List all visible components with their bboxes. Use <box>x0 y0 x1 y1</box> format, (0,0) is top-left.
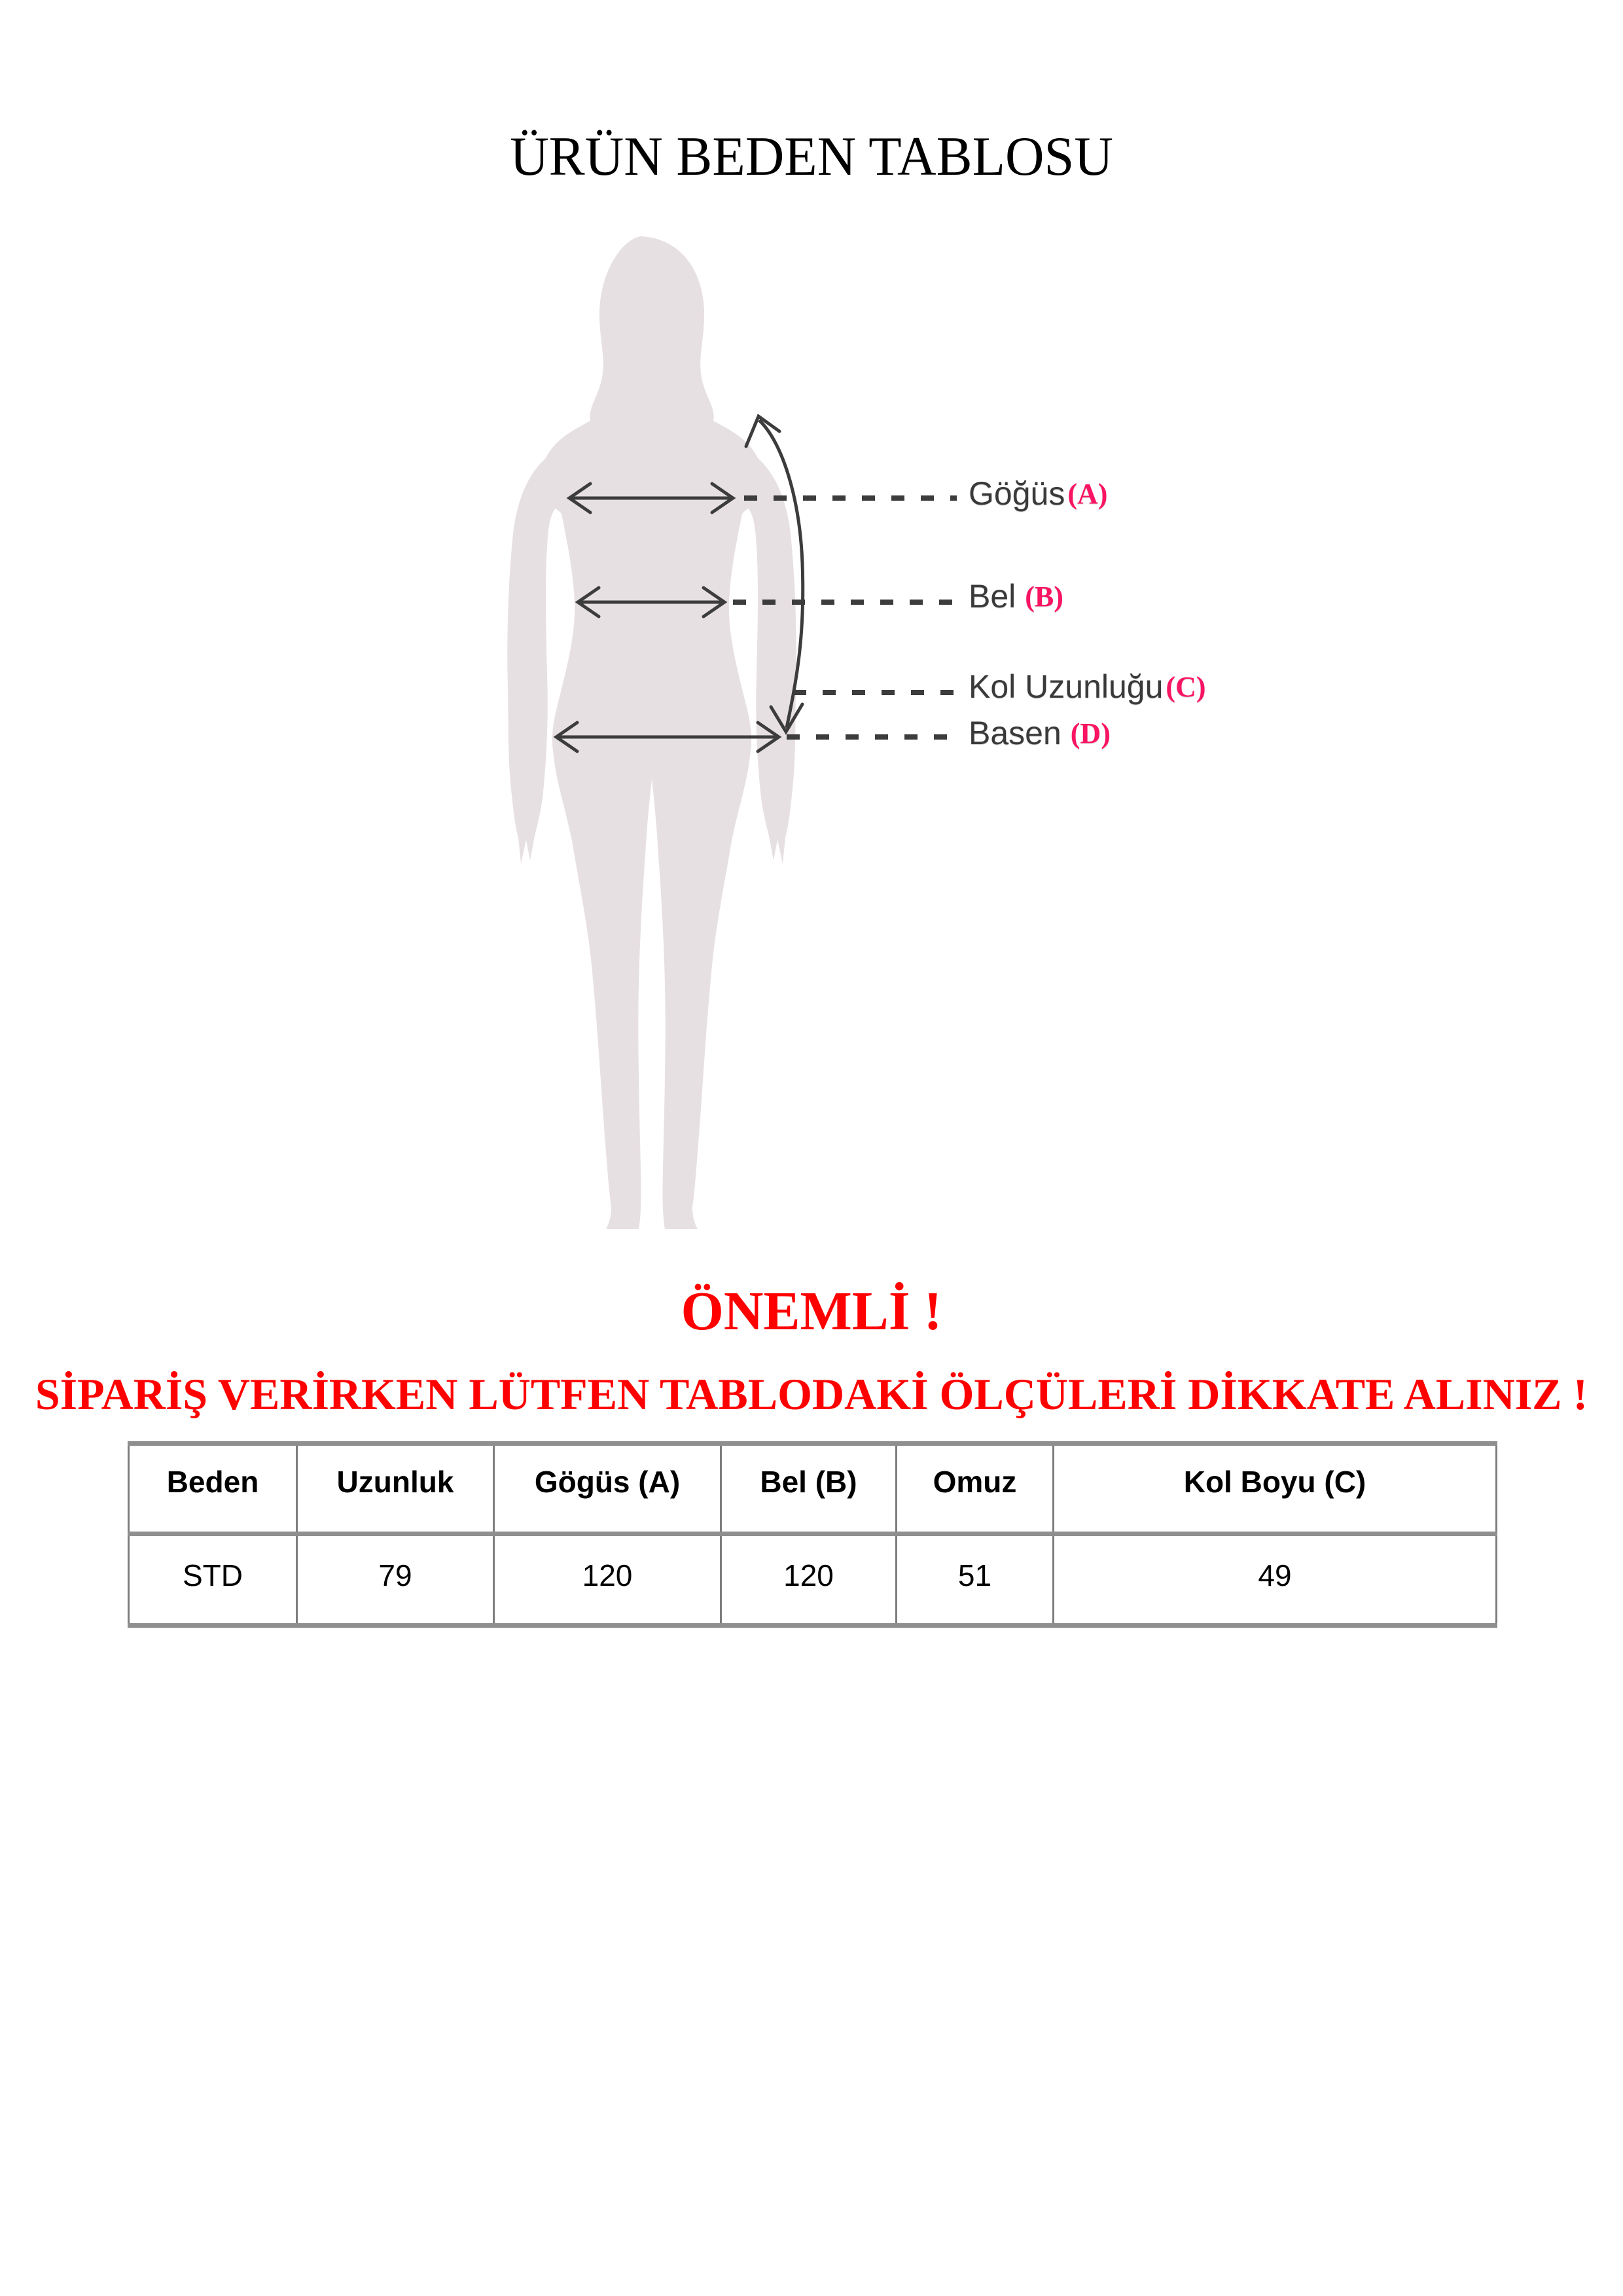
body-measurement-diagram <box>419 216 1243 1244</box>
header-kol-boyu: Kol Boyu (C) <box>1054 1444 1497 1534</box>
size-table-header-row <box>129 1444 1497 1534</box>
size-table <box>128 1441 1497 1628</box>
hip-width-arrow <box>556 723 779 751</box>
label-chest-letter: (A) <box>1067 478 1108 510</box>
header-gogus: Gögüs (A) <box>494 1444 721 1534</box>
cell-bel: 120 <box>721 1534 897 1626</box>
label-arm-length-letter: (C) <box>1166 671 1206 703</box>
label-chest <box>969 476 1107 512</box>
label-chest-text: Göğüs <box>969 475 1065 512</box>
label-hip-text: Basen <box>969 715 1061 751</box>
measurement-arrows <box>419 216 1243 1244</box>
warning-message: SİPARİŞ VERİRKEN LÜTFEN TABLODAKİ ÖLÇÜLERİ DİKKATE ALINIZ ! <box>35 1369 1588 1419</box>
label-waist-letter: (B) <box>1025 581 1063 613</box>
label-waist <box>969 579 1063 615</box>
page-title: ÜRÜN BEDEN TABLOSU <box>510 126 1113 187</box>
label-hip-letter: (D) <box>1070 717 1111 749</box>
cell-uzunluk: 79 <box>297 1534 494 1626</box>
cell-kol-boyu: 49 <box>1054 1534 1497 1626</box>
cell-gogus: 120 <box>494 1534 721 1626</box>
label-arm-length-text: Kol Uzunluğu <box>969 668 1164 705</box>
chest-width-arrow <box>569 484 733 512</box>
header-uzunluk: Uzunluk <box>297 1444 494 1534</box>
header-omuz: Omuz <box>897 1444 1054 1534</box>
size-table-container <box>128 1441 1495 1628</box>
label-arm-length <box>969 669 1206 705</box>
cell-beden: STD <box>129 1534 297 1626</box>
arm-length-arrow <box>746 416 803 732</box>
header-beden: Beden <box>129 1444 297 1534</box>
waist-width-arrow <box>578 588 724 617</box>
warning-heading: ÖNEMLİ ! <box>681 1281 942 1342</box>
label-hip <box>969 715 1111 751</box>
label-waist-text: Bel <box>969 578 1016 615</box>
cell-omuz: 51 <box>897 1534 1054 1626</box>
header-bel: Bel (B) <box>721 1444 897 1534</box>
table-row <box>129 1534 1497 1626</box>
